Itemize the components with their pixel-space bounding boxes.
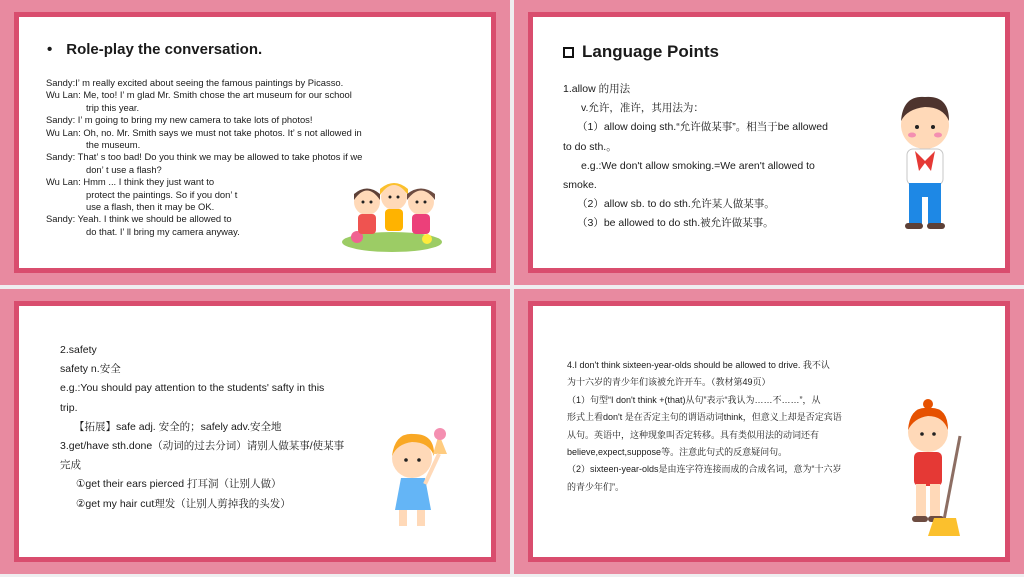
slide-title [47, 41, 262, 58]
language-points-text [563, 80, 863, 234]
slide-thumbnail-1[interactable] [0, 0, 510, 285]
text-line: v.允许，准许，其用法为： [581, 102, 704, 115]
sentence-analysis-text [567, 357, 877, 496]
slide-title [563, 42, 719, 62]
dialog-line: protect the paintings. So if you don’ t [86, 188, 238, 200]
text-line: （1）句型“I don't think +(that)从句”表示“我认为……不……”，从 [567, 394, 821, 405]
dialog-line: Sandy: That’ s too bad! Do you think we may be allowed to take photos if we [46, 151, 363, 163]
slide-frame [528, 301, 1010, 562]
vocabulary-text [60, 341, 380, 514]
slide-frame [14, 12, 496, 273]
dialog-line: Wu Lan: Me, too! I’ m glad Mr. Smith chose the art museum for our school [46, 89, 352, 101]
dialog-line: don’ t use a flash? [86, 163, 162, 175]
text-line: 2.safety [60, 344, 97, 356]
text-line: ①get their ears pierced 打耳洞（让别人做） [76, 478, 282, 491]
text-line: ②get my hair cut理发（让别人剪掉我的头发） [76, 497, 291, 510]
slide-content [19, 306, 491, 557]
girl-with-icecream-illustration [377, 426, 462, 536]
slide-thumbnail-2[interactable] [514, 0, 1024, 285]
text-line: to do sth.。 [563, 140, 617, 153]
slide-thumbnail-4[interactable] [514, 289, 1024, 574]
text-line: 3.get/have sth.done（动词的过去分词）请别人做某事/使某事 [60, 440, 345, 453]
text-line: （2）allow sb. to do sth.允许某人做某事。 [577, 198, 775, 211]
boy-illustration [885, 87, 965, 237]
text-line: 1.allow 的用法 [563, 83, 631, 95]
dialog-line: Sandy: I’ m going to bring my new camera to take lots of photos! [46, 114, 313, 126]
text-line: 为十六岁的青少年们该被允许开车。（教材第49页） [567, 377, 771, 388]
text-line: 从句。英语中，这种现象叫否定转移。具有类似用法的动词还有 [567, 429, 820, 440]
slide-content [19, 17, 491, 268]
text-line: smoke. [563, 179, 597, 192]
title-text: Language Points [582, 42, 719, 61]
slide-thumbnail-3[interactable] [0, 289, 510, 574]
text-line: （3）be allowed to do sth.被允许做某事。 [577, 217, 774, 230]
text-line: safety n.安全 [60, 363, 121, 376]
title-text: Role-play the conversation. [66, 41, 263, 58]
dialog-line: Sandy: Yeah. I think we should be allowed to [46, 213, 232, 225]
dialog-line: Wu Lan: Oh, no. Mr. Smith says we must not take photos. It’ s not allowed in [46, 126, 362, 138]
slide-content [533, 17, 1005, 268]
title-bullet: • [47, 41, 53, 58]
dialog-line: do that. I’ ll bring my camera anyway. [86, 225, 240, 237]
text-line: 完成 [60, 459, 81, 472]
children-group-illustration [337, 167, 447, 255]
text-line: 【拓展】safe adj. 安全的；safely adv.安全地 [74, 420, 282, 433]
slide-content [533, 306, 1005, 557]
dialog-line: use a flash, then it may be OK. [86, 201, 215, 213]
dialog-line: trip this year. [86, 101, 140, 113]
slide-frame [14, 301, 496, 562]
dialog-line: Wu Lan: Hmm ... I think they just want to [46, 176, 215, 188]
text-line: e.g.:We don't allow smoking.=We aren't allowed to [581, 159, 815, 172]
slide-frame [528, 12, 1010, 273]
text-line: 的青少年们”。 [567, 481, 624, 492]
checkbox-square-icon [563, 47, 574, 58]
text-line: 形式上看don't 是在否定主句的谓语动词think，但意义上却是否定宾语 [567, 412, 842, 423]
girl-with-broom-illustration [898, 396, 978, 546]
dialog-line: the museum. [86, 139, 141, 151]
text-line: （1）allow doing sth.“允许做某事”。相当于be allowed [577, 121, 828, 134]
text-line: believe,expect,suppose等。注意此句式的反意疑问句。 [567, 447, 788, 458]
text-line: 4.I don't think sixteen-year-olds should be allowed to drive. 我不认 [567, 360, 830, 370]
text-line: e.g.:You should pay attention to the students' safty in this [60, 382, 325, 395]
text-line: trip. [60, 401, 78, 414]
dialog-line: Sandy:I’ m really excited about seeing the famous paintings by Picasso. [46, 77, 344, 88]
text-line: （2）sixteen-year-olds是由连字符连接而成的合成名词，意为“十六岁 [567, 464, 842, 475]
